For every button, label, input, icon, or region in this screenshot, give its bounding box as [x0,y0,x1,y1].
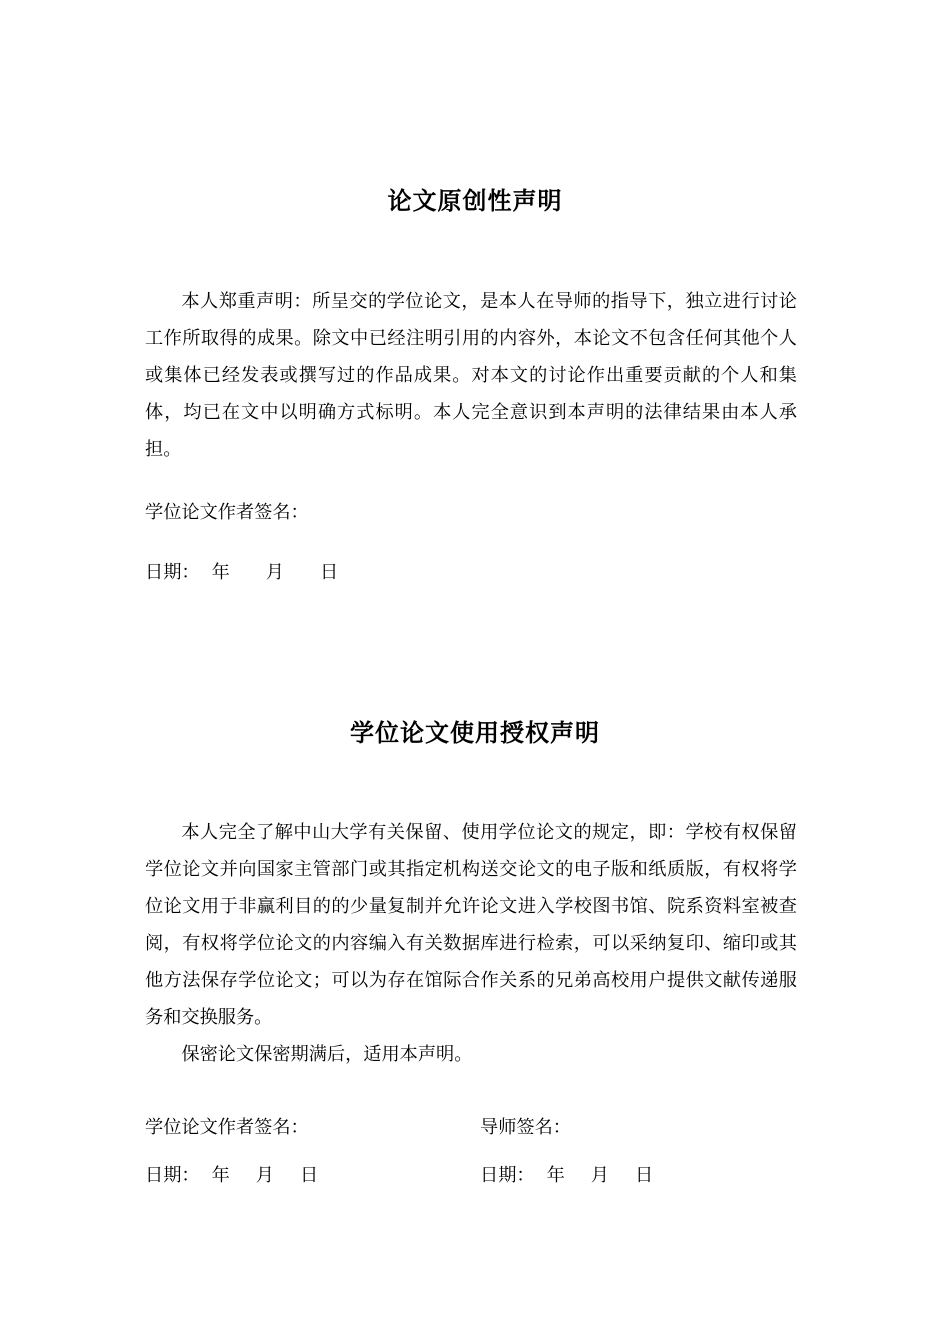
author-signature-label: 学位论文作者签名： [145,502,309,523]
author-date-line [145,1164,318,1188]
supervisor-date-line [480,1164,653,1188]
day-label: 日 [319,562,339,583]
date-label: 日期： [145,562,200,583]
date-label: 日期： [480,1165,535,1186]
year-label: 年 [211,562,230,583]
month-label: 月 [255,1165,274,1186]
secret-thesis-note: 保密论文保密期满后，适用本声明。 [181,1044,473,1065]
year-label: 年 [546,1165,565,1186]
month-label: 月 [265,562,284,583]
originality-declaration-body: 本人郑重声明：所呈交的学位论文，是本人在导师的指导下，独立进行讨论工作所取得的成果。除文中已经注明引用的内容外，本论文不包含任何其他个人或集体已经发表或撰写过的作品成果。对本文的讨论作出重要贡献的个人和集体，均已在文中以明确方式标明。本人完全意识到本声明的法律结果由本人承担。 [145,291,797,460]
day-label: 日 [634,1165,654,1186]
author-signature-label-2: 学位论文作者签名： [145,1117,309,1138]
authorization-declaration-title: 学位论文使用授权声明 [350,718,600,747]
date-line [145,561,338,585]
year-label: 年 [211,1165,230,1186]
supervisor-signature-label: 导师签名： [480,1117,571,1138]
authorization-declaration-body: 本人完全了解中山大学有关保留、使用学位论文的规定，即：学校有权保留学位论文并向国家主管部门或其指定机构送交论文的电子版和纸质版，有权将学位论文用于非赢利目的的少量复制并允许论文进入学校图书馆、院系资料室被查阅，有权将学位论文的内容编入有关数据库进行检索，可以采纳复印、缩印或其他方法保存学位论文；可以为存在馆际合作关系的兄弟高校用户提供文献传递服务和交换服务。 [145,822,797,1028]
date-label: 日期： [145,1165,200,1186]
originality-declaration-title: 论文原创性声明 [387,186,563,215]
day-label: 日 [299,1165,319,1186]
month-label: 月 [590,1165,609,1186]
